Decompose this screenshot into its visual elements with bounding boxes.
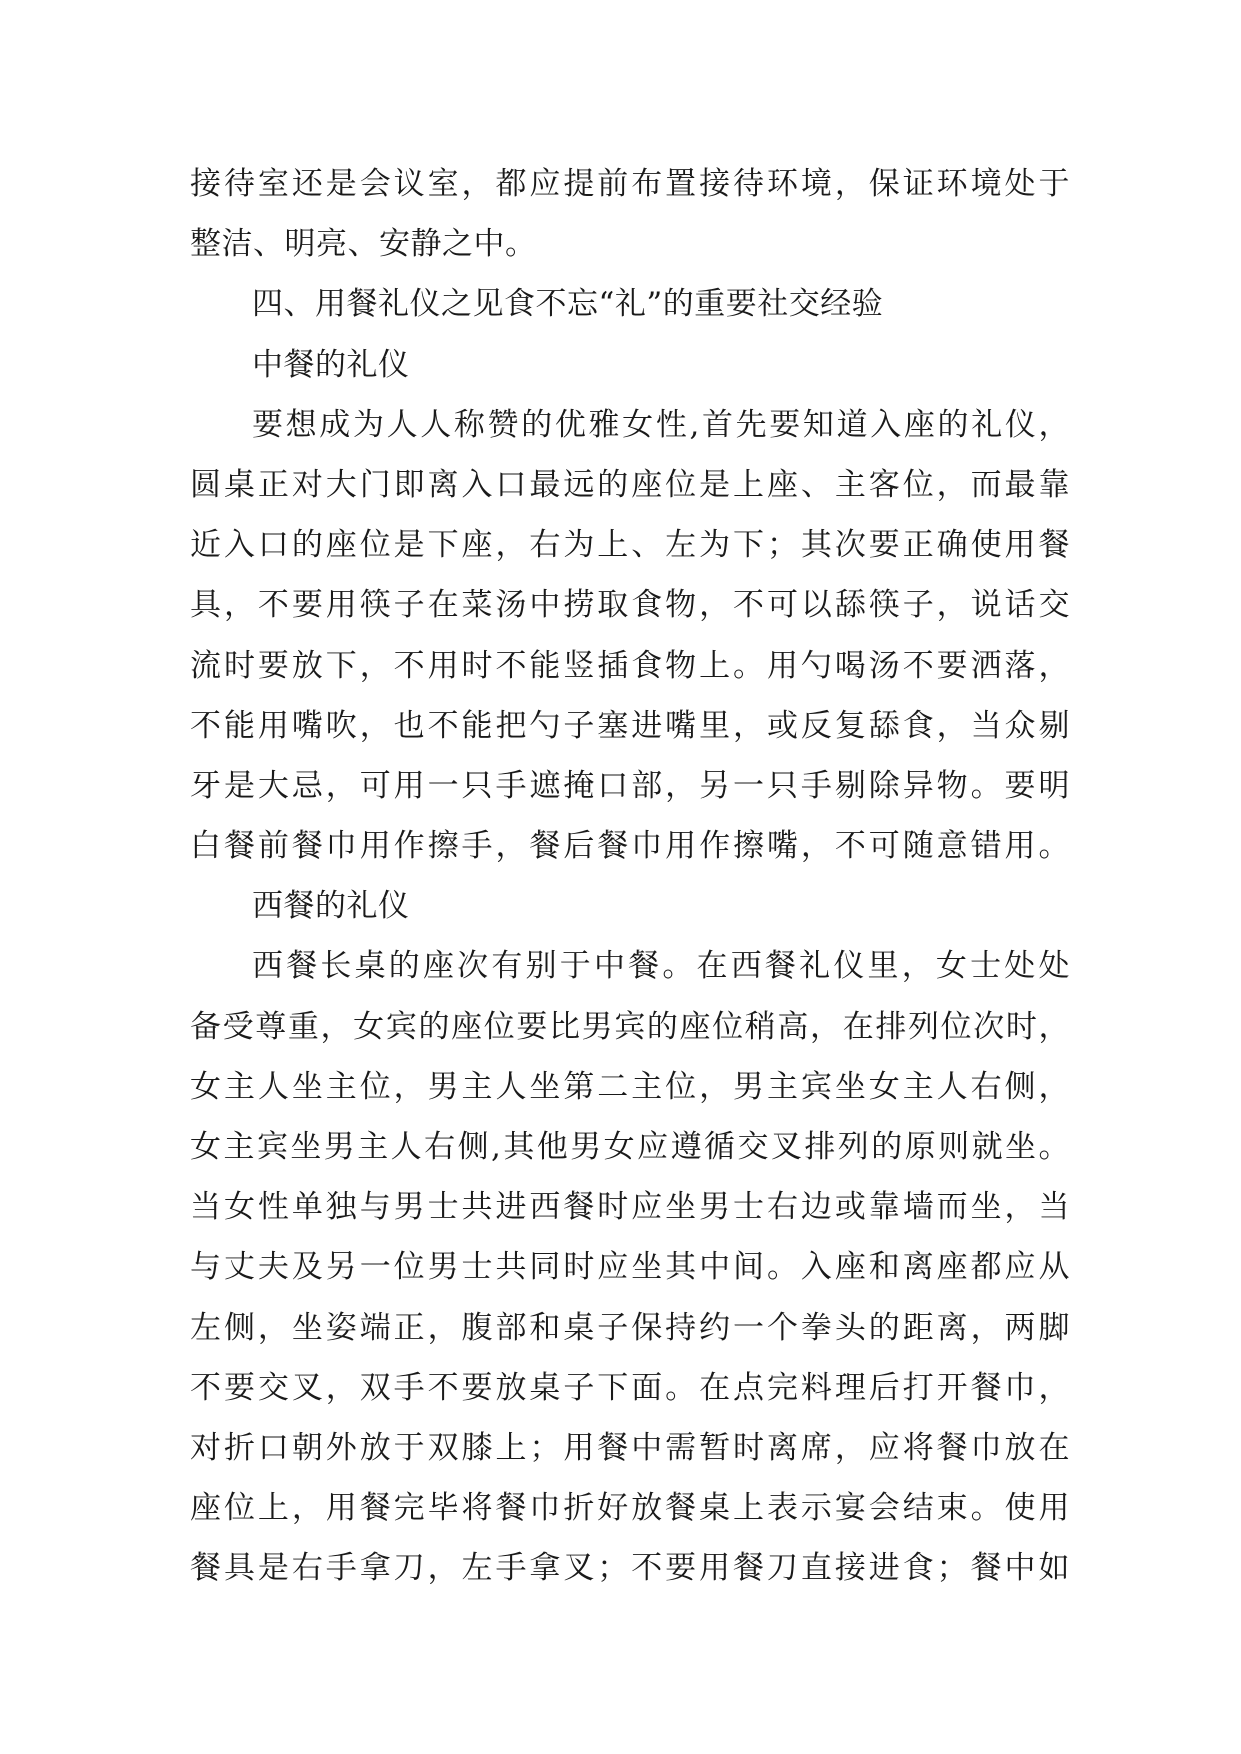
text-line: 对折口朝外放于双膝上；用餐中需暂时离席，应将餐巾放在 <box>190 1429 1070 1466</box>
text-line: 中餐的礼仪 <box>252 346 410 383</box>
text-line: 与丈夫及另一位男士共同时应坐其中间。入座和离座都应从 <box>190 1249 1070 1286</box>
text-line: 四、用餐礼仪之见食不忘“礼”的重要社交经验 <box>252 286 884 323</box>
text-line: 座位上，用餐完毕将餐巾折好放餐桌上表示宴会结束。使用 <box>190 1490 1070 1527</box>
text-line: 流时要放下，不用时不能竖插食物上。用勺喝汤不要洒落， <box>190 647 1070 684</box>
text-line: 左侧，坐姿端正，腹部和桌子保持约一个拳头的距离，两脚 <box>190 1309 1070 1346</box>
text-line: 不能用嘴吹，也不能把勺子塞进嘴里，或反复舔食，当众剔 <box>190 707 1070 744</box>
text-line: 白餐前餐巾用作擦手，餐后餐巾用作擦嘴，不可随意错用。 <box>190 828 1070 865</box>
text-line: 要想成为人人称赞的优雅女性,首先要知道入座的礼仪， <box>252 406 1070 443</box>
text-line: 不要交叉，双手不要放桌子下面。在点完料理后打开餐巾， <box>190 1369 1070 1406</box>
text-line: 女主宾坐男主人右侧,其他男女应遵循交叉排列的原则就坐。 <box>190 1129 1070 1165</box>
text-line: 餐具是右手拿刀，左手拿叉；不要用餐刀直接进食；餐中如 <box>190 1550 1070 1587</box>
text-line: 圆桌正对大门即离入口最远的座位是上座、主客位，而最靠 <box>190 466 1070 503</box>
text-line: 整洁、明亮、安静之中。 <box>190 226 537 263</box>
body-text <box>190 154 1070 1599</box>
text-line: 西餐的礼仪 <box>252 888 410 925</box>
text-line: 西餐长桌的座次有别于中餐。在西餐礼仪里，女士处处 <box>252 948 1070 985</box>
text-line: 当女性单独与男士共进西餐时应坐男士右边或靠墙而坐，当 <box>190 1189 1070 1226</box>
text-line: 近入口的座位是下座，右为上、左为下；其次要正确使用餐 <box>190 527 1070 564</box>
text-line: 接待室还是会议室，都应提前布置接待环境，保证环境处于 <box>190 166 1070 202</box>
text-line: 备受尊重，女宾的座位要比男宾的座位稍高，在排列位次时， <box>190 1008 1070 1045</box>
text-line: 具，不要用筷子在菜汤中捞取食物，不可以舔筷子，说话交 <box>190 587 1070 624</box>
text-line: 牙是大忌，可用一只手遮掩口部，另一只手剔除异物。要明 <box>190 767 1070 804</box>
text-line: 女主人坐主位，男主人坐第二主位，男主宾坐女主人右侧， <box>190 1068 1070 1105</box>
